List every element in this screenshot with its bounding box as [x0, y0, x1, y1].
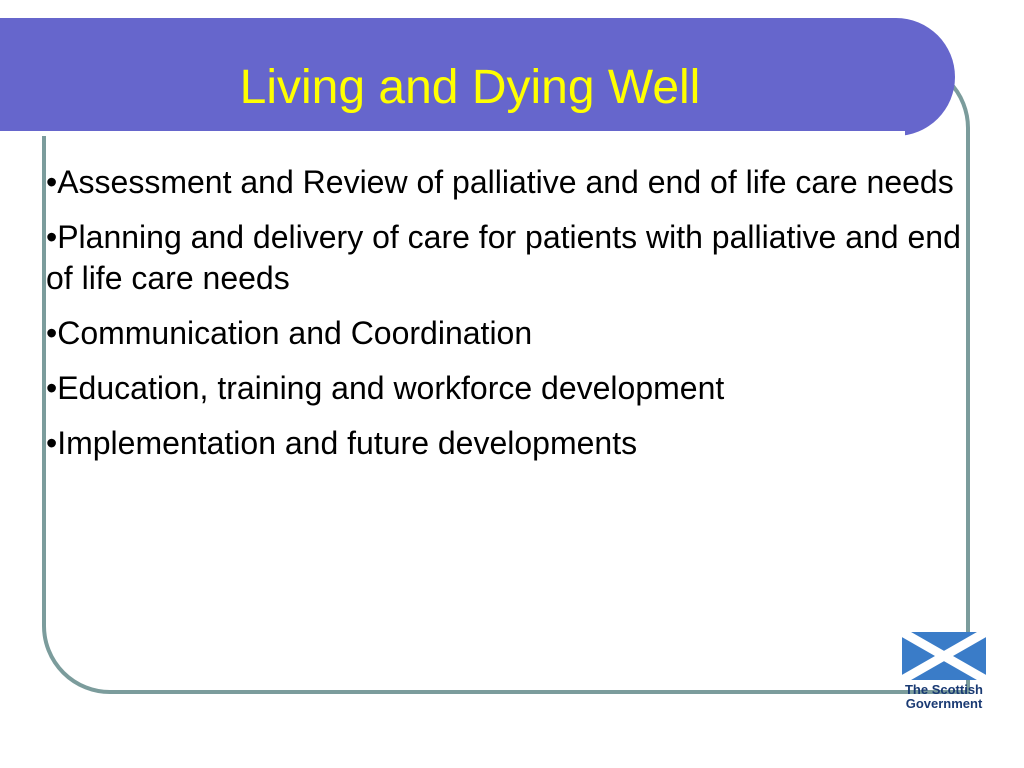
bullet-text: Implementation and future developments — [57, 425, 638, 461]
bullet-item — [46, 162, 966, 203]
bullet-marker: • — [46, 425, 58, 461]
bullet-item — [46, 217, 966, 299]
bullet-text: Planning and delivery of care for patients with palliative and end of life care needs — [46, 219, 961, 296]
logo-wordmark — [898, 683, 990, 711]
bullet-list — [46, 162, 966, 478]
title-underline — [0, 131, 905, 136]
bullet-item — [46, 423, 966, 464]
title-bar — [0, 18, 955, 136]
bullet-text: Assessment and Review of palliative and end of life care needs — [57, 164, 954, 200]
logo-line-1: The Scottish — [904, 682, 983, 697]
bullet-item — [46, 368, 966, 409]
saltire-flag-icon — [902, 632, 986, 680]
bullet-marker: • — [46, 315, 58, 351]
bullet-item — [46, 313, 966, 354]
bullet-text: Communication and Coordination — [57, 315, 533, 351]
scottish-government-logo — [898, 632, 990, 716]
bullet-marker: • — [46, 164, 58, 200]
slide-title: Living and Dying Well — [239, 61, 701, 114]
bullet-marker: • — [46, 370, 58, 406]
bullet-marker: • — [46, 219, 58, 255]
logo-line-2: Government — [905, 696, 983, 711]
bullet-text: Education, training and workforce development — [57, 370, 725, 406]
